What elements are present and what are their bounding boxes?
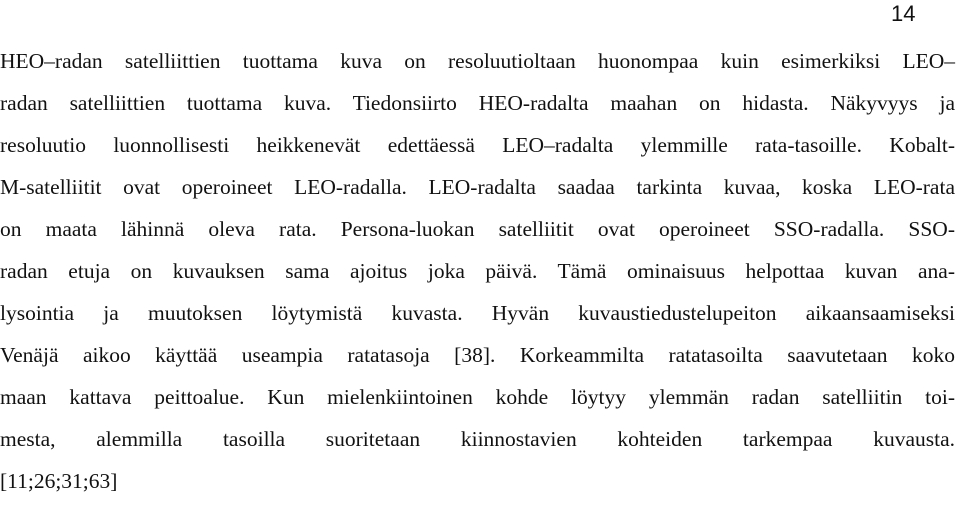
citation-line: [11;26;31;63] <box>0 469 118 493</box>
paragraph-line: HEO–radan satelliittien tuottama kuva on resoluutioltaan huonompaa kuin esimerkiksi LEO– <box>0 49 955 73</box>
paragraph-line: M-satelliitit ovat operoineet LEO-radalla. LEO-radalta saadaa tarkinta kuvaa, koska LEO-rata <box>0 175 955 199</box>
paragraph-line: radan satelliittien tuottama kuva. Tiedonsiirto HEO-radalta maahan on hidasta. Näkyvyys ja <box>0 91 955 115</box>
body-paragraph <box>0 40 955 502</box>
paragraph-line: radan etuja on kuvauksen sama ajoitus joka päivä. Tämä ominaisuus helpottaa kuvan ana- <box>0 259 955 283</box>
paragraph-line: mesta, alemmilla tasoilla suoritetaan kiinnostavien kohteiden tarkempaa kuvausta. <box>0 427 955 451</box>
paragraph-line: maan kattava peittoalue. Kun mielenkiintoinen kohde löytyy ylemmän radan satelliitin toi- <box>0 385 955 409</box>
paragraph-line: lysointia ja muutoksen löytymistä kuvasta. Hyvän kuvaustiedustelupeiton aikaansaamiseksi <box>0 301 955 325</box>
paragraph-line: on maata lähinnä oleva rata. Persona-luokan satelliitit ovat operoineet SSO-radalla. SSO- <box>0 217 955 241</box>
paragraph-line: resoluutio luonnollisesti heikkenevät edettäessä LEO–radalta ylemmille rata-tasoille. Kobalt- <box>0 133 955 157</box>
paragraph-line: Venäjä aikoo käyttää useampia ratatasoja [38]. Korkeammilta ratatasoilta saavutetaan koko <box>0 343 955 367</box>
page-number: 14 <box>891 1 916 26</box>
